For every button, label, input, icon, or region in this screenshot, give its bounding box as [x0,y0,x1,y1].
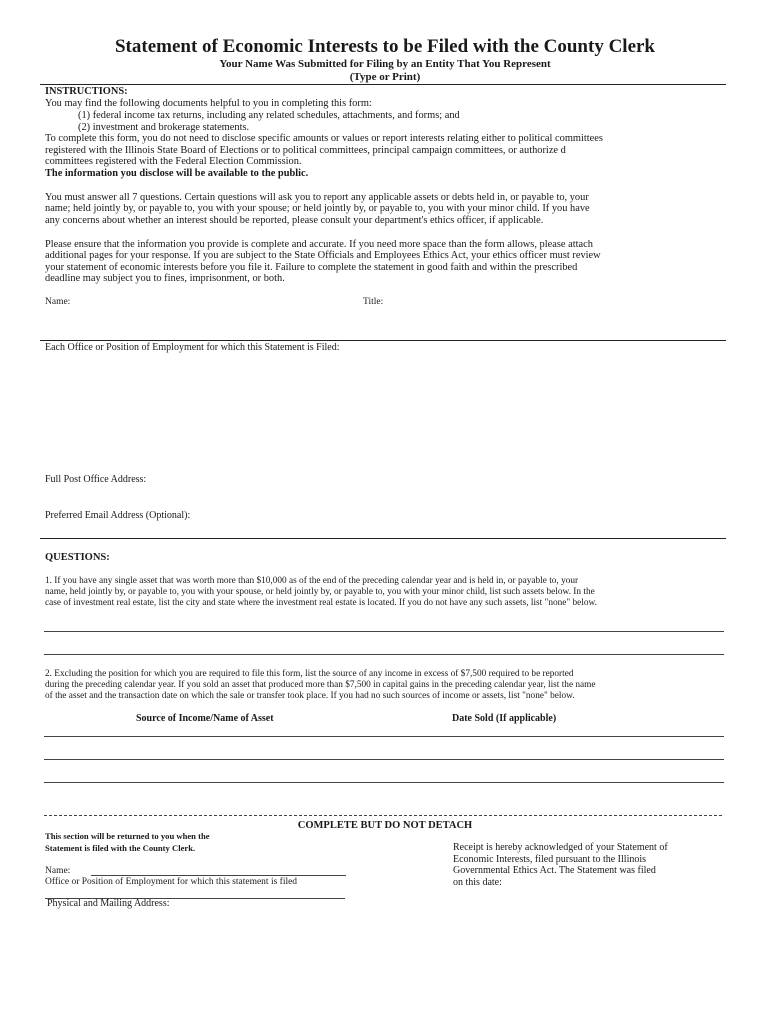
office-label: Each Office or Position of Employment for which this Statement is Filed: [45,342,340,353]
office-field[interactable] [45,356,725,466]
instructions-heading: INSTRUCTIONS: [45,86,128,97]
question-1-text: name, held jointly by, or payable to, you with your spouse, or held jointly by, or payable to, you with your minor child, list such assets below. In the [45,587,595,597]
instructions-paragraph: To complete this form, you do not need to disclose specific amounts or values or report interests relating either to political committees [45,133,603,144]
instructions-line: You may find the following documents helpful to you in completing this form: [45,98,372,109]
answer-line[interactable] [44,782,724,783]
receipt-name-field[interactable] [91,875,346,876]
instructions-paragraph: Please ensure that the information you provide is complete and accurate. If you need more space than the form allows, please attach [45,239,593,250]
receipt-acknowledgement: Receipt is hereby acknowledged of your Statement of [453,842,668,853]
column-header-date: Date Sold (If applicable) [452,713,557,724]
return-note: This section will be returned to you when the [45,831,210,841]
answer-line[interactable] [44,759,724,760]
question-2-text: of the asset and the transaction date on which the sale or transfer took place. If you had no such sources of income or assets, list "none" below. [45,691,575,701]
header-rule [40,84,726,85]
instructions-paragraph: committees registered with the Federal Election Commission. [45,156,302,167]
name-field[interactable] [80,294,350,310]
type-or-print-note: (Type or Print) [349,71,421,83]
instructions-item: (1) federal income tax returns, including any related schedules, attachments, and forms; and [78,110,460,121]
section-rule [40,340,726,341]
form-title: Statement of Economic Interests to be Filed with the County Clerk [114,36,656,57]
name-label: Name: [45,297,71,307]
instructions-paragraph: registered with the Illinois State Board of Elections or to political committees, principal campaign committees, or authorize d [45,145,566,156]
instructions-paragraph: additional pages for your response. If you are subject to the State Officials and Employees Ethics Act, your ethics officer must review [45,250,601,261]
question-1-text: case of investment real estate, list the city and state where the investment real estate is located. If you do not have any such assets, list "none" below. [45,598,597,608]
receipt-acknowledgement: Economic Interests, filed pursuant to the Illinois [453,854,647,865]
receipt-office-label: Office or Position of Employment for which this statement is filed [45,877,298,887]
receipt-acknowledgement: Governmental Ethics Act. The Statement was filed [453,865,656,876]
address-label: Full Post Office Address: [45,474,147,485]
answer-line[interactable] [44,736,724,737]
detach-heading: COMPLETE BUT DO NOT DETACH [297,820,473,831]
instructions-item: (2) investment and brokerage statements. [78,122,250,133]
detach-line [44,815,722,816]
receipt-name-label: Name: [45,866,71,876]
email-label: Preferred Email Address (Optional): [45,510,191,521]
public-disclosure-note: The information you disclose will be available to the public. [45,168,309,179]
address-field[interactable] [178,471,723,487]
column-header-source: Source of Income/Name of Asset [136,713,274,724]
questions-heading: QUESTIONS: [45,552,110,563]
question-1-text: 1. If you have any single asset that was worth more than $10,000 as of the end of the preceding calendar year and is held in, or payable to, your [45,576,579,586]
title-field[interactable] [392,294,722,310]
answer-line[interactable] [44,654,724,655]
form-subtitle: Your Name Was Submitted for Filing by an Entity That You Represent [219,58,551,70]
instructions-paragraph: You must answer all 7 questions. Certain questions will ask you to report any applicable assets or debts held in, or payable to, your [45,192,589,203]
instructions-paragraph: any concerns about whether an interest should be reported, please consult your department's ethics officer, if applicable. [45,215,544,226]
receipt-address-label: Physical and Mailing Address: [47,898,170,909]
section-rule [40,538,726,539]
receipt-acknowledgement: on this date: [453,877,502,888]
question-2-text: 2. Excluding the position for which you are required to file this form, list the source of any income in excess of $7,500 required to be reported [45,669,574,679]
question-2-text: during the preceding calendar year. If you sold an asset that produced more than $7,500 in capital gains in the preceding calendar year, list the name [45,680,596,690]
instructions-paragraph: deadline may subject you to fines, imprisonment, or both. [45,273,285,284]
answer-line[interactable] [44,631,724,632]
return-note: Statement is filed with the County Clerk. [45,843,196,853]
email-field[interactable] [232,507,722,523]
instructions-paragraph: name; held jointly by, or payable to, you with your spouse; or held jointly by, or payable to, you with your minor child. If you have [45,203,590,214]
title-label: Title: [363,297,384,307]
instructions-paragraph: your statement of economic interests before you file it. Failure to complete the statement in good faith and within the prescribed [45,262,578,273]
